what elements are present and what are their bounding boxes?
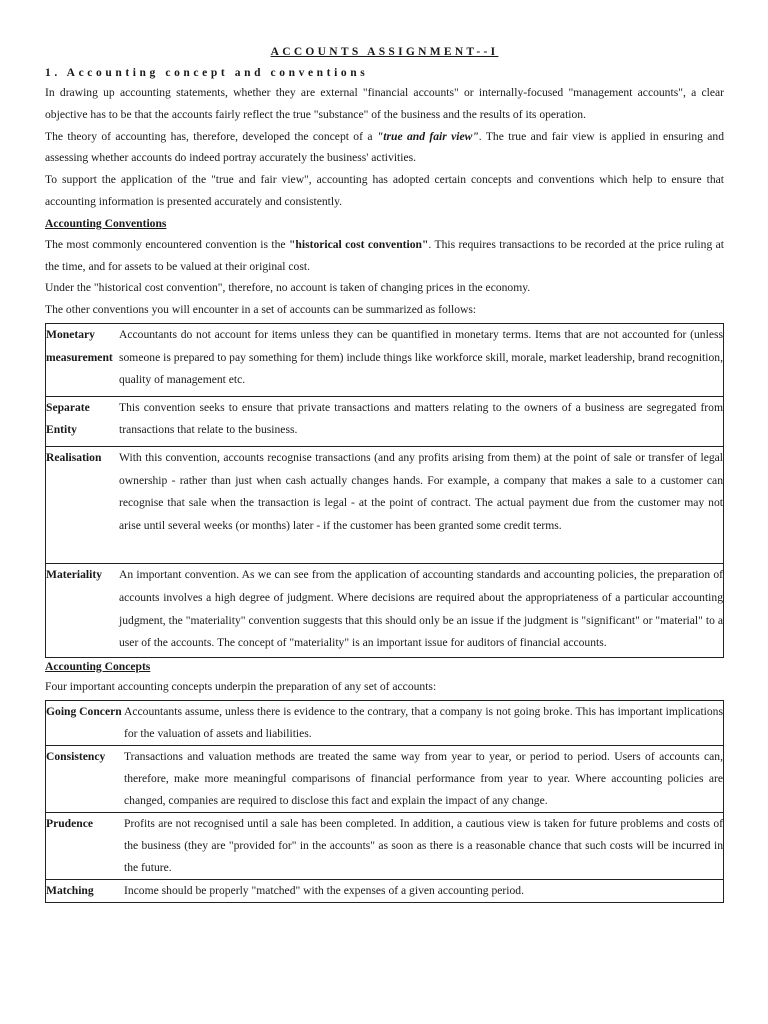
description-cell: Profits are not recognised until a sale has been completed. In addition, a cautious view is taken for future problems and costs of the business (they are "provided for" in the accounts" as soon as there is a reasonable chance that such costs will be incurred in the future. (124, 812, 724, 879)
true-fair-view-emphasis: "true and fair view" (376, 129, 479, 143)
term-cell: Realisation (46, 446, 120, 563)
paragraph-text: The most commonly encountered convention is the (45, 237, 289, 251)
concepts-heading: Accounting Concepts (45, 659, 151, 673)
concepts-table (45, 700, 724, 903)
document-title: ACCOUNTS ASSIGNMENT--I (270, 46, 499, 58)
description-cell: Accountants do not account for items unless they can be quantified in monetary terms. Items that are not accounted for (unless someone is prepared to pay something for them) include things like workforce skill, morale, market leadership, brand recognition, quality of management etc. (119, 323, 724, 396)
historical-cost-paragraph (45, 234, 724, 278)
description-cell: An important convention. As we can see from the application of accounting standards and accounting policies, the preparation of accounts involves a high degree of judgment. Where decisions are required about the appropriateness of a particular accounting judgment, the "materiality" convention suggests that this should only be an issue if the judgment is "significant" or "material" to a user of the accounts. The concept of "materiality" is an important issue for auditors of financial accounts. (119, 564, 724, 657)
true-fair-view-paragraph (45, 126, 724, 170)
table-row (46, 879, 724, 902)
description-cell: Accountants assume, unless there is evidence to the contrary, that a company is not going broke. This has important implications for the valuation of assets and liabilities. (124, 700, 724, 745)
table-row (46, 446, 724, 563)
term-cell: Going Concern (46, 700, 125, 745)
conventions-heading: Accounting Conventions (45, 216, 167, 230)
changing-prices-paragraph: Under the "historical cost convention", therefore, no account is taken of changing prices in the economy. (45, 281, 531, 295)
historical-cost-emphasis: "historical cost convention" (288, 237, 429, 251)
support-paragraph: To support the application of the "true and fair view", accounting has adopted certain concepts and conventions which help to ensure that accounting information is presented accurately and consistently. (45, 173, 724, 208)
term-cell: Matching (46, 879, 125, 902)
description-cell: With this convention, accounts recognise transactions (and any profits arising from them) at the point of sale or transfer of legal ownership - rather than just when cash actually changes hands. For example, a company that makes a sale to a customer can recognise that sale when the transaction is legal - at the point of contract. The actual payment due from the customer may not arise until several weeks (or months) later - if the customer has been granted some credit terms. (119, 446, 724, 563)
document-page (45, 44, 724, 903)
table-row (46, 745, 724, 812)
table-row (46, 812, 724, 879)
paragraph-text: . The true and fair view is applied in ensuring and assessing whether accounts do indeed portray accurately the business' activities. (45, 129, 725, 165)
description-cell: This convention seeks to ensure that private transactions and matters relating to the owners of a business are segregated from transactions that relate to the business. (119, 396, 724, 446)
term-cell: Monetary measurement (46, 323, 120, 396)
table-row (46, 323, 724, 396)
table-row (46, 396, 724, 446)
conventions-table (45, 323, 724, 658)
term-cell: Consistency (46, 745, 125, 812)
section-heading: 1. Accounting concept and conventions (45, 67, 369, 79)
paragraph-text: The theory of accounting has, therefore, developed the concept of a (45, 129, 377, 143)
table-row (46, 700, 724, 745)
term-cell: Separate Entity (46, 396, 120, 446)
other-conventions-paragraph: The other conventions you will encounter in a set of accounts can be summarized as follows: (45, 303, 477, 317)
term-cell: Materiality (46, 564, 120, 657)
intro-paragraph: In drawing up accounting statements, whether they are external "financial accounts" or internally-focused "management accounts", a clear objective has to be that the accounts fairly reflect the true "substance" of the business and the results of its operation. (45, 86, 724, 121)
description-cell: Income should be properly "matched" with the expenses of a given accounting period. (124, 879, 724, 902)
description-cell: Transactions and valuation methods are treated the same way from year to year, or period to period. Users of accounts can, therefore, make more meaningful comparisons of financial performance from year to year. Where accounting policies are changed, companies are required to disclose this fact and explain the impact of any change. (124, 745, 724, 812)
table-row (46, 564, 724, 657)
concepts-intro-paragraph: Four important accounting concepts underpin the preparation of any set of accounts: (45, 679, 437, 693)
paragraph-text: . This requires transactions to be recorded at the price ruling at the time, and for assets to be valued at their original cost. (45, 237, 724, 273)
term-cell: Prudence (46, 812, 125, 879)
